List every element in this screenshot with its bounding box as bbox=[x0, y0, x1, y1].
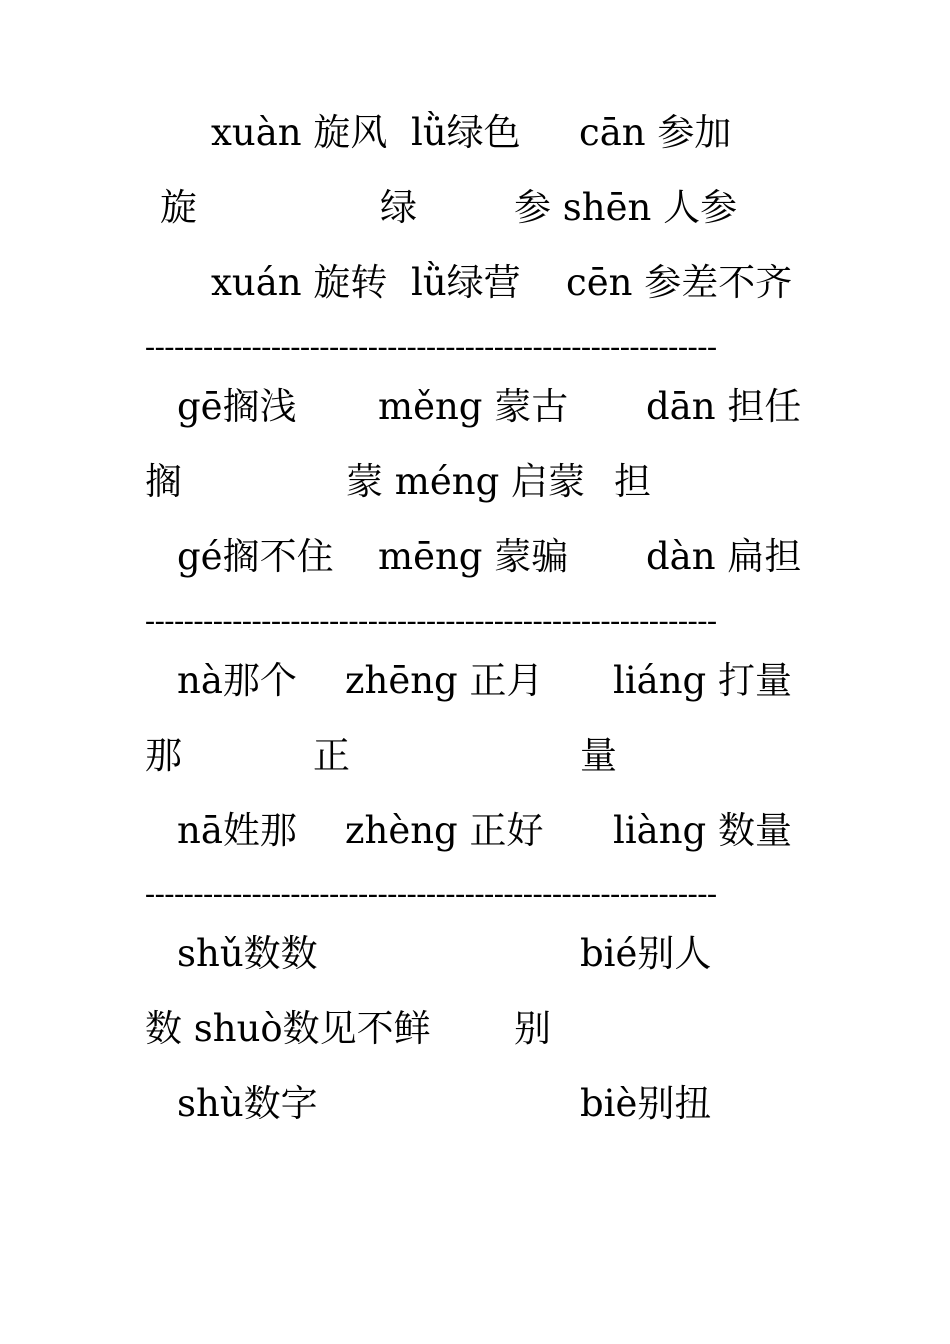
polyphonic-character: 旋 bbox=[160, 186, 197, 229]
pinyin-entry: mēng 蒙骗 bbox=[378, 535, 569, 578]
pinyin-entry: nà那个 bbox=[177, 659, 297, 702]
pinyin-entry: dàn 扁担 bbox=[646, 535, 802, 578]
polyphonic-character: 搁 bbox=[145, 460, 182, 503]
polyphonic-character: 量 bbox=[580, 734, 617, 777]
pinyin-entry: 蒙 méng 启蒙 bbox=[346, 460, 586, 503]
pinyin-entry: lǜ绿营 bbox=[411, 261, 521, 304]
pinyin-entry: cān 参加 bbox=[579, 111, 732, 154]
dashed-separator: ----------------------------------------------------------- bbox=[145, 877, 717, 910]
polyphonic-character: 担 bbox=[614, 460, 651, 503]
polyphonic-character: 绿 bbox=[380, 186, 417, 229]
pinyin-entry: shù数字 bbox=[177, 1082, 318, 1125]
polyphonic-character: 正 bbox=[313, 734, 350, 777]
pinyin-entry: zhèng 正好 bbox=[345, 809, 544, 852]
pinyin-entry: cēn 参差不齐 bbox=[566, 261, 793, 304]
pinyin-entry: biè别扭 bbox=[580, 1082, 712, 1125]
pinyin-entry: shǔ数数 bbox=[177, 932, 318, 975]
pinyin-entry: gé搁不住 bbox=[177, 535, 334, 578]
pinyin-entry: xuán 旋转 bbox=[211, 261, 388, 304]
pinyin-entry: liáng 打量 bbox=[613, 659, 793, 702]
dashed-separator: ----------------------------------------------------------- bbox=[145, 604, 717, 637]
pinyin-entry: nā姓那 bbox=[177, 809, 297, 852]
dashed-separator: ----------------------------------------------------------- bbox=[145, 330, 717, 363]
pinyin-entry: dān 担任 bbox=[646, 385, 802, 428]
pinyin-entry: 参 shēn 人参 bbox=[514, 186, 738, 229]
pinyin-entry: zhēng 正月 bbox=[345, 659, 544, 702]
pinyin-entry: lǜ绿色 bbox=[411, 111, 521, 154]
pinyin-entry: 数 shuò数见不鲜 bbox=[145, 1007, 431, 1050]
polyphonic-character: 别 bbox=[514, 1007, 551, 1050]
pinyin-entry: liàng 数量 bbox=[613, 809, 793, 852]
pinyin-entry: gē搁浅 bbox=[177, 385, 297, 428]
pinyin-entry: bié别人 bbox=[580, 932, 712, 975]
polyphonic-character: 那 bbox=[145, 734, 182, 777]
pinyin-entry: xuàn 旋风 bbox=[211, 111, 388, 154]
pinyin-entry: měng 蒙古 bbox=[378, 385, 569, 428]
